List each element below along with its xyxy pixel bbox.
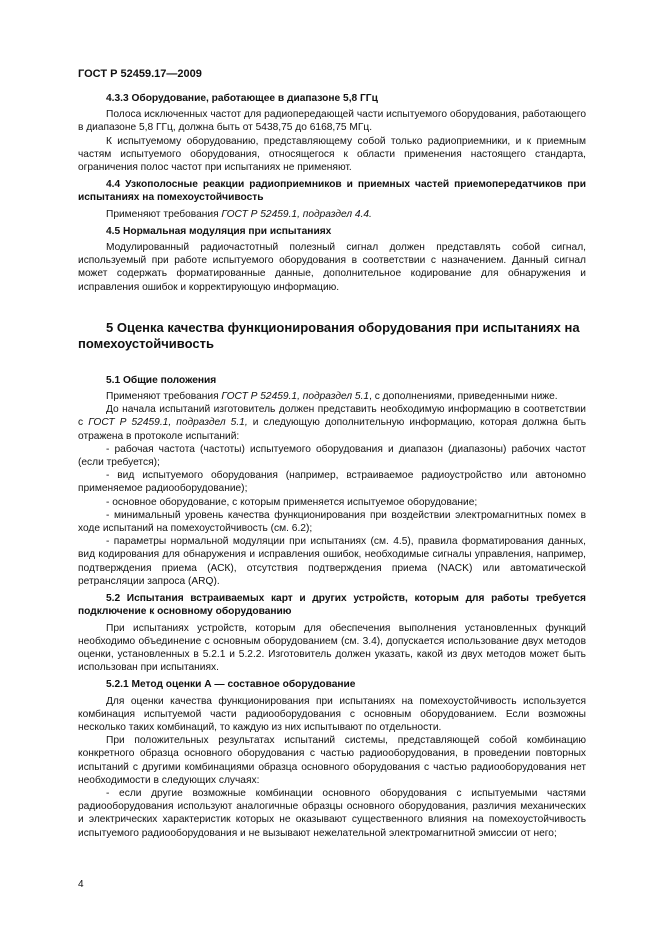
- paragraph: Модулированный радиочастотный полезный сигнал должен представлять собой сигнал, используемый при работе испытуемого оборудования в соответствии с назначением. Данный сигнал может содержать форматированные данные, дополнительное кодирование для обнаружения и исправления ошибок и корректирующую информацию.: [78, 242, 586, 293]
- section-4-3-3-title: 4.3.3 Оборудование, работающее в диапазоне 5,8 ГГц: [106, 93, 378, 104]
- section-5-2-title: 5.2 Испытания встраиваемых карт и других устройств, которым для работы требуется подключение к основному оборудованию: [78, 593, 586, 618]
- standard-reference: ГОСТ Р 52459.1, подраздел 5.1: [221, 391, 370, 403]
- text: , с дополнениями, приведенными ниже.: [369, 391, 558, 403]
- text: Применяют требования: [106, 208, 222, 220]
- text: Применяют требования: [106, 391, 222, 403]
- standard-reference: ГОСТ Р 52459.1, подраздел 5.1,: [88, 417, 248, 429]
- paragraph: Для оценки качества функционирования при испытаниях на помехоустойчивость используется комбинация испытуемой части радиооборудования с основным оборудованием. Если возможны несколько таких комбинаций, то каждую из них испытывают по отдельности.: [78, 695, 586, 733]
- paragraph: [78, 403, 586, 443]
- paragraph: При положительных результатах испытаний системы, представляющей собой комбинацию конкретного образца основного оборудования с частью радиооборудования, в проведении повторных испытаний с другими комбинациями образца основного оборудования с частью радиооборудования нет необходимости в следующих случаях:: [78, 735, 586, 786]
- text: и следующую дополнительную информацию, которая должна быть отражена в протоколе испытаний:: [78, 417, 586, 442]
- section-5-2-1-title: 5.2.1 Метод оценки А — составное оборудование: [106, 679, 356, 691]
- list-item: - основное оборудование, с которым применяется испытуемое оборудование;: [106, 496, 478, 508]
- section-5-1-title: 5.1 Общие положения: [106, 374, 217, 386]
- list-item: - вид испытуемого оборудования (например, встраиваемое радиоустройство или автономно применяемое радиооборудование);: [78, 470, 586, 495]
- list-item: - минимальный уровень качества функционирования при воздействии электромагнитных помех в ходе испытаний на помехоустойчивость (см. 6.2);: [78, 509, 586, 535]
- document-body: [78, 92, 586, 840]
- standard-reference: ГОСТ Р 52459.1, подраздел 4.4.: [221, 208, 372, 220]
- paragraph: [78, 208, 586, 221]
- page-number: 4: [78, 879, 84, 890]
- paragraph: [78, 390, 586, 403]
- section-4-5-title: 4.5 Нормальная модуляция при испытаниях: [106, 225, 332, 237]
- paragraph: К испытуемому оборудованию, представляющему собой только радиоприемники, и к приемным частям испытуемого оборудования, относящегося к области применения настоящего стандарта, ограничения полос частот при испытаниях не применяют.: [78, 135, 586, 174]
- text: До начала испытаний изготовитель должен представить необходимую информацию в соответствии с: [78, 404, 586, 429]
- section-4-4-title: 4.4 Узкополосные реакции радиоприемников и приемных частей приемопередатчиков при испытаниях на помехоустойчивость: [78, 179, 586, 204]
- section-5-title: 5 Оценка качества функционирования оборудования при испытаниях на помехоустойчивость: [78, 319, 580, 351]
- paragraph: При испытаниях устройств, которым для обеспечения выполнения установленных функций необходимо объединение с основным оборудованием (см. 3.4), допускается использование двух методов оценки, установленных в 5.2.1 и 5.2.2. Изготовитель должен указать, какой из двух методов может быть использован при испытаниях.: [78, 622, 586, 674]
- paragraph: Полоса исключенных частот для радиопередающей части испытуемого оборудования, работающего в диапазоне 5,8 ГГц, должна быть от 5438,75 до 6168,75 МГц.: [78, 109, 586, 134]
- list-item: - параметры нормальной модуляции при испытаниях (см. 4.5), правила форматирования данных, вид кодирования для обнаружения и исправления ошибок, необходимые сигналы управления, например, подтверждения приема (АСК), отсутствия подтверждения приема (NACK) или автоматической ретрансляции запроса (ARQ).: [78, 536, 586, 587]
- paragraph: - если другие возможные комбинации основного оборудования с испытуемыми частями радиооборудования используют аналогичные образцы основного оборудования, различия механических и электрических характеристик которых не оказывают существенного влияния на помехоустойчивость испытуемого радиооборудования и не вызывают нежелательной электромагнитной эмиссии от него;: [78, 787, 586, 839]
- list-item: - рабочая частота (частоты) испытуемого оборудования и диапазон (диапазоны) рабочих частот (если требуется);: [78, 443, 586, 469]
- document-header: ГОСТ Р 52459.17—2009: [78, 68, 202, 80]
